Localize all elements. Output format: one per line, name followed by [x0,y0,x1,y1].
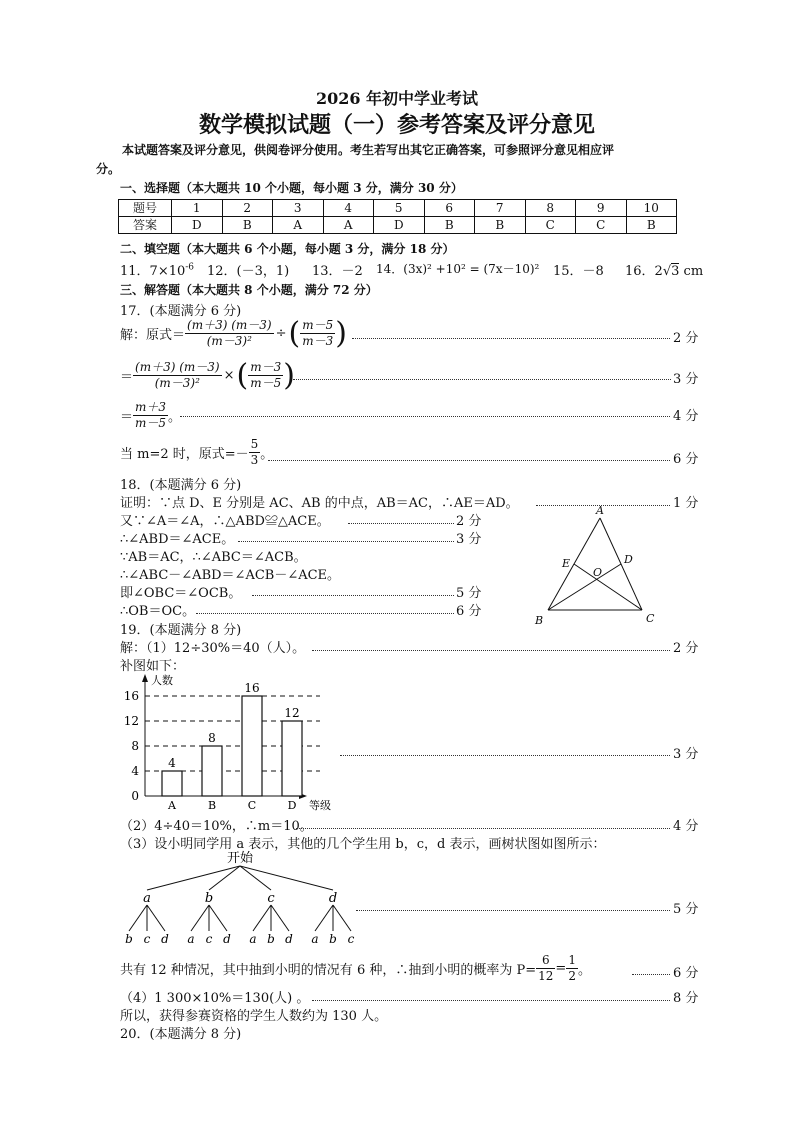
q18-score5: 6 分 [456,604,482,619]
table-cell: 1 [172,200,223,217]
tree-leaf: d [285,932,293,946]
q19-score3: 4 分 [673,819,699,834]
q17-score1: 2 分 [673,331,699,346]
table-cell: 2 [222,200,273,217]
leader-dots [348,523,454,524]
label-d: D [624,553,633,566]
tree-leaf: a [249,932,257,946]
tree-branch [333,905,351,931]
tree-branch [147,905,165,931]
q17-head: 17．(本题满分 6 分) [120,304,242,319]
tree-leaf: b [125,932,133,946]
q17-line3 [120,400,181,431]
answer-table [118,199,677,234]
section2-title: 二、填空题（本大题共 6 个小题，每小题 3 分，满分 18 分） [120,242,455,256]
q14-answer: 14．(3x)² +10² = (7x－10)² [376,262,540,276]
table-cell: B [222,217,273,234]
table-cell: 7 [475,200,526,217]
bar [202,746,222,796]
table-cell: B [475,217,526,234]
sqrt-icon: √ [662,264,672,279]
table-cell: B [626,217,677,234]
leader-dots [268,460,670,461]
q19-line1: 解：（1）12÷30%＝40（人）。 [120,641,306,656]
x-tick-label: D [287,799,297,812]
q18-line3: ∴∠ABD＝∠ACE。 [120,532,235,547]
data-label: 4 [168,756,176,770]
tree-node: d [328,891,338,906]
q11-exponent: -6 [185,262,195,273]
q19-line7: 所以，获得参赛资格的学生人数约为 130 人。 [120,1009,388,1024]
table-cell: 题号 [119,200,172,217]
triangle-figure [530,500,670,630]
q19-score6: 8 分 [673,991,699,1006]
y-tick-label: 8 [131,739,139,753]
tree-leaf: d [223,932,231,946]
q16-prefix: 16．2 [625,264,663,279]
q18-head: 18．(本题满分 6 分) [120,478,242,493]
q17-l2-op: × [223,368,235,383]
leader-dots [352,338,670,339]
tree-leaf: c [143,932,151,946]
q17-line2: ＝ $\frac{(m+3) (m-3)}{\text{(m－3)²}}$ ×( $\frac{m-3}{m-5}$ ) [120,357,295,393]
table-cell: 10 [626,200,677,217]
leader-dots [296,828,670,829]
leader-dots [293,379,671,380]
table-cell: 9 [576,200,627,217]
bar [242,696,262,796]
table-cell: 答案 [119,217,172,234]
leader-dots [312,1000,670,1001]
q17-l3-post: 。 [168,410,182,425]
tree-leaf: c [347,932,355,946]
q13-answer: 13．－2 [312,264,363,279]
data-label: 12 [284,706,300,720]
q19-line6: （4）1 300×10%＝130(人) 。 [120,991,310,1006]
y-axis-label: 人数 [151,674,173,687]
tree-branch [315,905,333,931]
leader-dots [312,650,670,651]
table-cell: D [374,217,425,234]
table-cell: 6 [424,200,475,217]
q19-line3: （2）4÷40＝10%，∴m＝10。 [120,819,313,834]
q19-l5-eq: = [555,961,567,976]
q18-score3: 3 分 [456,532,482,547]
q18-score1: 1 分 [673,496,699,511]
q17-l1-op: ÷ [275,326,287,341]
q18-line1: 证明：∵点 D、E 分别是 AC、AB 的中点，AB＝AC，∴AE＝AD。 [120,496,519,511]
q18-score4: 5 分 [456,586,482,601]
q20-head: 20．(本题满分 8 分) [120,1027,242,1042]
q19-line2: 补图如下： [120,659,186,674]
tree-root-label: 开始 [226,851,254,866]
q19-head: 19．(本题满分 8 分) [120,623,242,638]
x-axis-label: 等级 [309,799,331,812]
label-e: E [562,557,571,570]
q16-root: 3 [671,264,680,279]
q17-line1: 解：原式＝ $\frac{(m+3) (m-3)}{\text{(m－3)²}}$ ÷( $\frac{m-5}{m-3}$ ) [120,315,347,351]
q19-score5: 6 分 [673,966,699,981]
q17-l1-pre: 解：原式＝ [120,328,186,343]
tree-node: a [143,891,151,906]
q19-tree-score: 5 分 [673,902,699,917]
tree-leaf: c [205,932,213,946]
q19-score1: 2 分 [673,641,699,656]
q17-l4-pre: 当 m=2 时，原式=－ [120,447,249,462]
q18-line6: 即∠OBC＝∠OCB。 [120,586,242,601]
tree-leaf: d [161,932,169,946]
q19-l5-pre: 共有 12 种情况，其中抽到小明的情况有 6 种，∴抽到小明的概率为 P= [120,963,537,978]
q18-line2: 又∵∠A＝∠A，∴△ABD≌△ACE。 [120,514,330,529]
q17-l4-post: 。 [260,447,274,462]
tree-node: c [267,891,275,906]
q17-l2-pre: ＝ [120,370,134,385]
q16-answer [625,260,703,279]
fraction: $\frac{m-5}{m-3}$ [302,318,334,348]
tree-branch [240,866,333,890]
note-line2: 分。 [96,162,121,176]
x-tick-label: C [247,799,257,812]
x-tick-label: A [168,799,176,812]
fraction: $\frac{(m+3) (m-3)}{\text{(m－3)²}}$ [135,360,220,390]
q17-score3: 4 分 [673,409,699,424]
tree-leaf: b [329,932,337,946]
label-o: O [593,566,603,579]
tree-branch [147,866,240,890]
section1-title: 一、选择题（本大题共 10 个小题，每小题 3 分，满分 30 分） [120,181,463,195]
y-tick-label: 4 [131,764,139,778]
leader-dots [238,541,454,542]
leader-dots [340,755,670,756]
fraction: $\frac{m-3}{m-5}$ [250,360,282,390]
q11-text: 11．7×10 [120,264,186,279]
q18-line4: ∵AB＝AC，∴∠ABC＝∠ACB。 [120,550,307,565]
table-cell: 4 [323,200,374,217]
table-cell: A [323,217,374,234]
bar [162,771,182,796]
q17-l3-pre: ＝ [120,410,134,425]
q17-score4: 6 分 [673,452,699,467]
data-label: 8 [208,731,216,745]
tree-branch [271,905,289,931]
tree-branch [129,905,147,931]
q17-line4 [120,437,273,468]
label-b: B [535,614,544,627]
y-tick-label: 12 [123,714,139,728]
q19-line5 [120,953,591,984]
tree-leaf: a [311,932,319,946]
table-cell: C [525,217,576,234]
tree-node: b [204,891,214,906]
table-cell: 8 [525,200,576,217]
tree-diagram [115,850,365,950]
tree-leaf: a [187,932,195,946]
label-c: C [646,612,655,625]
label-a: A [596,504,604,517]
fraction: $\frac{6}{12}$ [538,953,554,983]
tree-branch [191,905,209,931]
q18-line7: ∴OB＝OC。 [120,604,196,619]
y-axis-arrow-icon [142,674,148,682]
table-cell: D [172,217,223,234]
y-tick-label: 16 [123,689,139,703]
table-cell: A [273,217,324,234]
tree-branch [253,905,271,931]
leader-dots [252,595,454,596]
tree-branch [209,905,227,931]
table-cell: 3 [273,200,324,217]
table-cell: C [576,217,627,234]
table-row [119,200,677,217]
table-row [119,217,677,234]
q16-unit: cm [683,264,704,279]
section3-title: 三、解答题（本大题共 8 个小题，满分 72 分） [120,283,378,297]
q19-l5-post: 。 [577,963,591,978]
bar [282,721,302,796]
fraction: $\frac{5}{3}$ [250,437,259,467]
x-tick-label: B [207,799,217,812]
q18-score2: 2 分 [456,514,482,529]
q19-line4: （3）设小明同学用 a 表示，其他的几个学生用 b，c，d 表示，画树状图如图所示： [120,837,606,852]
data-label: 16 [244,681,260,695]
table-cell: B [424,217,475,234]
table-cell: 5 [374,200,425,217]
fraction: $\frac{m+3}{m-5}$ [135,400,167,430]
q11-answer [120,260,194,279]
fraction: $\frac{1}{2}$ [568,953,576,983]
note-line1: 本试题答案及评分意见，供阅卷评分使用。考生若写出其它正确答案，可参照评分意见相应评 [122,143,615,157]
leader-dots [196,613,454,614]
main-title: 数学模拟试题（一）参考答案及评分意见 [198,112,595,138]
bar-chart [115,668,345,818]
leader-dots [632,974,670,975]
q17-score2: 3 分 [673,372,699,387]
q15-answer: 15．－8 [553,264,604,279]
leader-dots [356,910,670,911]
y-tick-label: 0 [131,789,139,803]
q18-line5: ∴∠ABC－∠ABD＝∠ACB－∠ACE。 [120,568,341,583]
tree-leaf: b [267,932,275,946]
exam-title: 2026 年初中学业考试 [315,89,479,108]
q12-answer: 12．(－3，1) [207,264,290,279]
leader-dots [180,416,670,417]
fraction: $\frac{(m+3) (m-3)}{\text{(m－3)²}}$ [187,318,272,348]
q19-chart-score: 3 分 [673,747,699,762]
